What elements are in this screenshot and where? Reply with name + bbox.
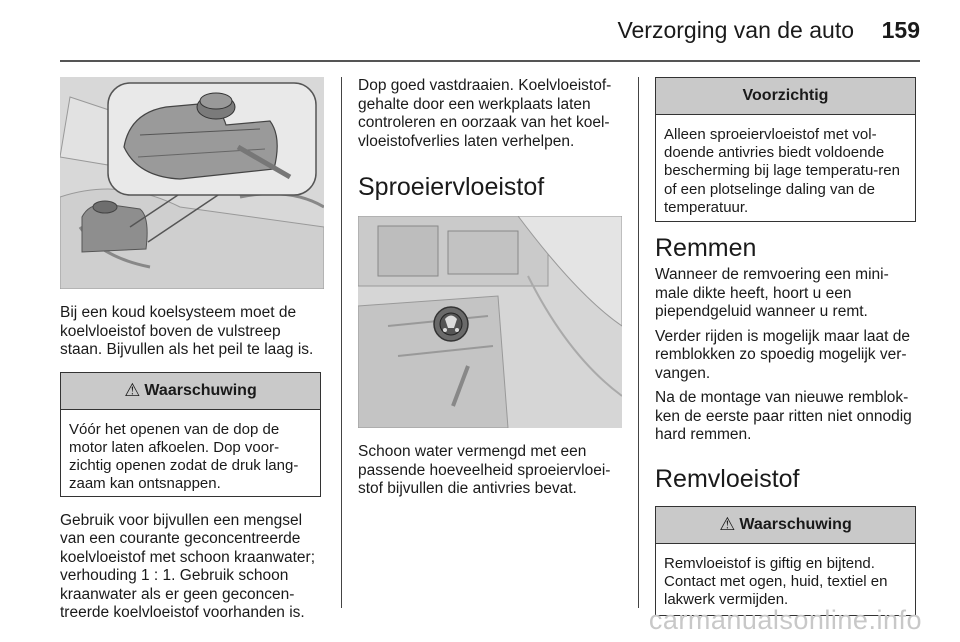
- brakes-paragraph-2: Verder rijden is mogelijk maar laat de remblokken zo spoedig mogelijk ver-vangen.: [655, 327, 911, 382]
- caution-header: [656, 78, 915, 115]
- column-3: [655, 77, 919, 616]
- washer-fluid-heading: Sproeiervloeistof: [358, 173, 545, 201]
- page-header: [0, 0, 960, 60]
- coolant-level-paragraph: Bij een koud koelsysteem moet de koelvloeistof boven de vulstreep staan. Bijvullen als het peil te laag is.: [60, 304, 314, 358]
- washer-fluid-paragraph: Schoon water vermengd met een passende hoeveelheid sproeiervloei-stof bijvullen die antivries bevat.: [358, 443, 611, 497]
- washer-fluid-illustration: [358, 216, 622, 428]
- brake-fluid-heading: Remvloeistof: [655, 464, 800, 493]
- coolant-reservoir-illustration: [60, 77, 324, 289]
- warning-text: Remvloeistof is giftig en bijtend. Contact met ogen, huid, textiel en lakwerk vermijden.: [664, 554, 888, 608]
- warning-header: [61, 373, 320, 410]
- caution-box: [655, 77, 916, 222]
- brake-fluid-warning-box: [655, 506, 916, 616]
- cap-tighten-paragraph: Dop goed vastdraaien. Koelvloeistof-gehalte door een werkplaats laten controleren en oorzaak van het koel-vloeistofverlies laten verhelpen.: [358, 77, 612, 150]
- brakes-paragraph-1: Wanneer de remvoering een mini-male dikte heeft, hoort u een piependgeluid wanneer u remt.: [655, 266, 889, 320]
- warning-title: Waarschuwing: [739, 515, 852, 533]
- warning-header: [656, 507, 915, 544]
- brakes-heading: Remmen: [655, 234, 757, 262]
- warning-text: Vóór het openen van de dop de motor laten afkoelen. Dop voor-zichtig openen zodat de druk lang-zaam kan ontsnappen.: [69, 420, 299, 493]
- coolant-warning-box: [60, 372, 321, 497]
- caution-title: Voorzichtig: [742, 87, 829, 104]
- warning-triangle-icon: ⚠: [124, 380, 141, 400]
- brakes-paragraph-3: Na de montage van nieuwe remblok-ken de eerste paar ritten niet onnodig hard remmen.: [655, 389, 912, 443]
- column-divider: [638, 77, 639, 608]
- coolant-reservoir-drawing: [60, 77, 324, 289]
- caution-text: Alleen sproeiervloeistof met vol-doende antivries biedt voldoende bescherming bij lage temperatu-ren of een plotselinge daling van de temperatuur.: [664, 126, 900, 216]
- column-divider: [341, 77, 342, 608]
- washer-fluid-drawing: [358, 216, 622, 428]
- column-2: [358, 77, 622, 499]
- column-1: [60, 77, 324, 623]
- header-rule: [60, 60, 920, 62]
- watermark: carmanualsonline.info: [648, 605, 922, 635]
- coolant-mixture-paragraph: Gebruik voor bijvullen een mengsel van een courante geconcentreerde koelvloeistof met schoon kraanwater; verhouding 1 : 1. Gebruik schoon kraanwater als er geen geconcen-treerde koelvloeistof voorhanden is.: [60, 511, 316, 621]
- warning-triangle-icon: ⚠: [719, 514, 736, 534]
- warning-title: Waarschuwing: [144, 381, 257, 399]
- header-title: Verzorging van de auto: [617, 17, 854, 43]
- page-number: 159: [881, 17, 920, 43]
